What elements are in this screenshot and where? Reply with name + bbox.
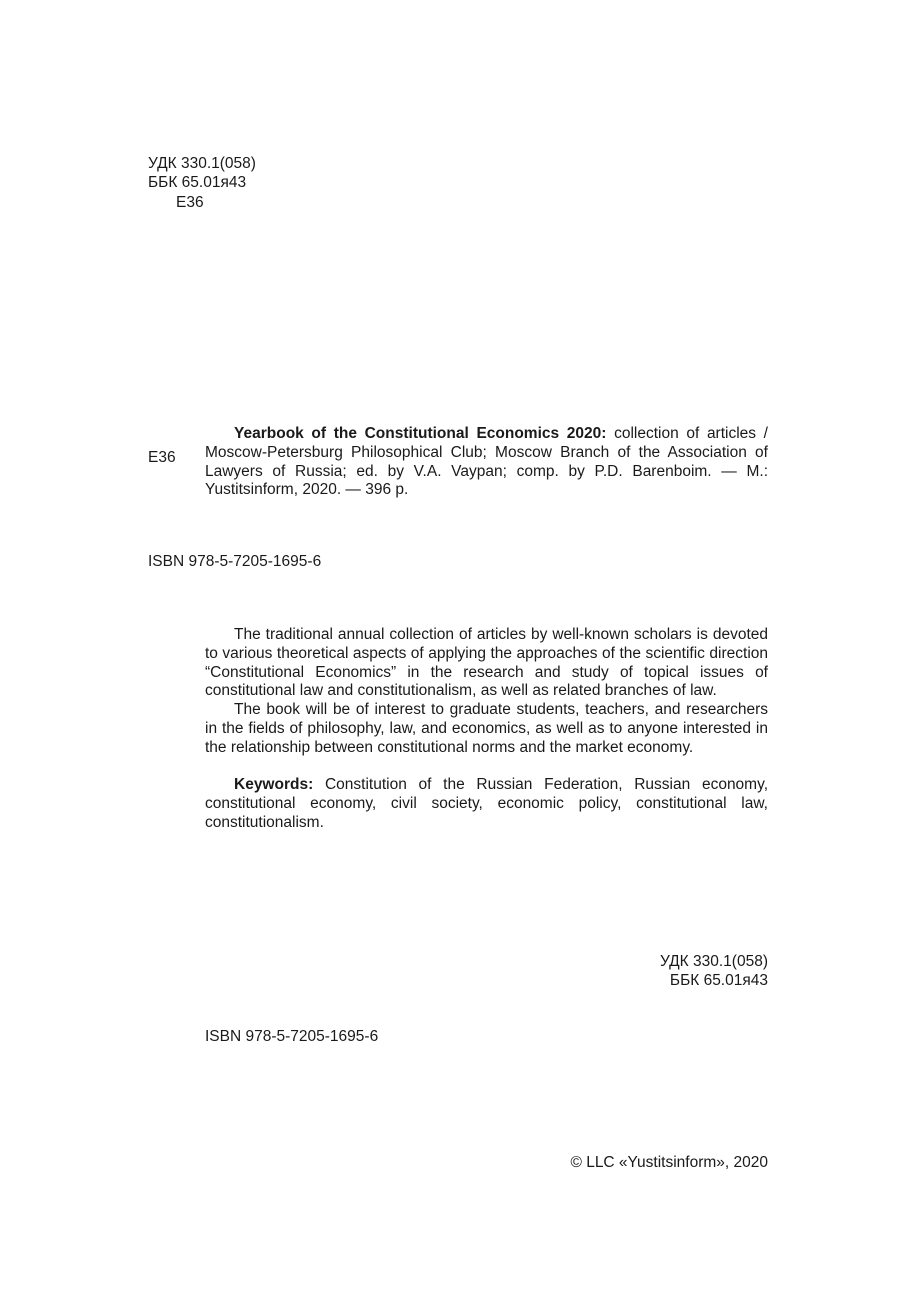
catalog-record [205,425,768,500]
record-title: Yearbook of the Constitutional Economics 2020: [234,425,607,442]
bbk-code-right: ББК 65.01я43 [669,972,768,989]
bbk-code: ББК 65.01я43 [148,174,247,191]
udk-code: УДК 330.1(058) [148,155,256,172]
isbn-bottom: ISBN 978-5-7205-1695-6 [205,1028,379,1045]
record-mark: Е36 [148,449,176,466]
keywords-label: Keywords: [234,776,314,794]
copyright: © LLC «Yustitsinform», 2020 [570,1154,768,1171]
isbn-top: ISBN 978-5-7205-1695-6 [148,553,322,570]
udk-code-right: УДК 330.1(058) [660,953,768,970]
keywords [205,776,768,832]
abstract-paragraph-1: The traditional annual collection of articles by well-known scholars is devoted to various theoretical aspects of applying the approaches of the scientific direction “Constitutional Economics” in the research and study of topical issues of constitutional law and constitutionalism, as well as related branches of law. [205,626,768,700]
abstract-paragraph-2: The book will be of interest to graduate students, teachers, and researchers in the fields of philosophy, law, and economics, as well as to anyone interested in the relationship between constitutional norms and the market economy. [205,701,768,756]
abstract [205,626,768,833]
author-mark: Е36 [176,194,204,211]
keywords-text: Constitution of the Russian Federation, Russian economy, constitutional economy, civil society, economic policy, constitutional law, constitutionalism. [205,776,768,831]
record-description: collection of articles / Moscow-Petersburg Philosophical Club; Moscow Branch of the Association of Lawyers of Russia; ed. by V.A. Vaypan; comp. by P.D. Barenboim. — M.: Yustitsinform, 2020. — 396 p. [205,425,768,499]
